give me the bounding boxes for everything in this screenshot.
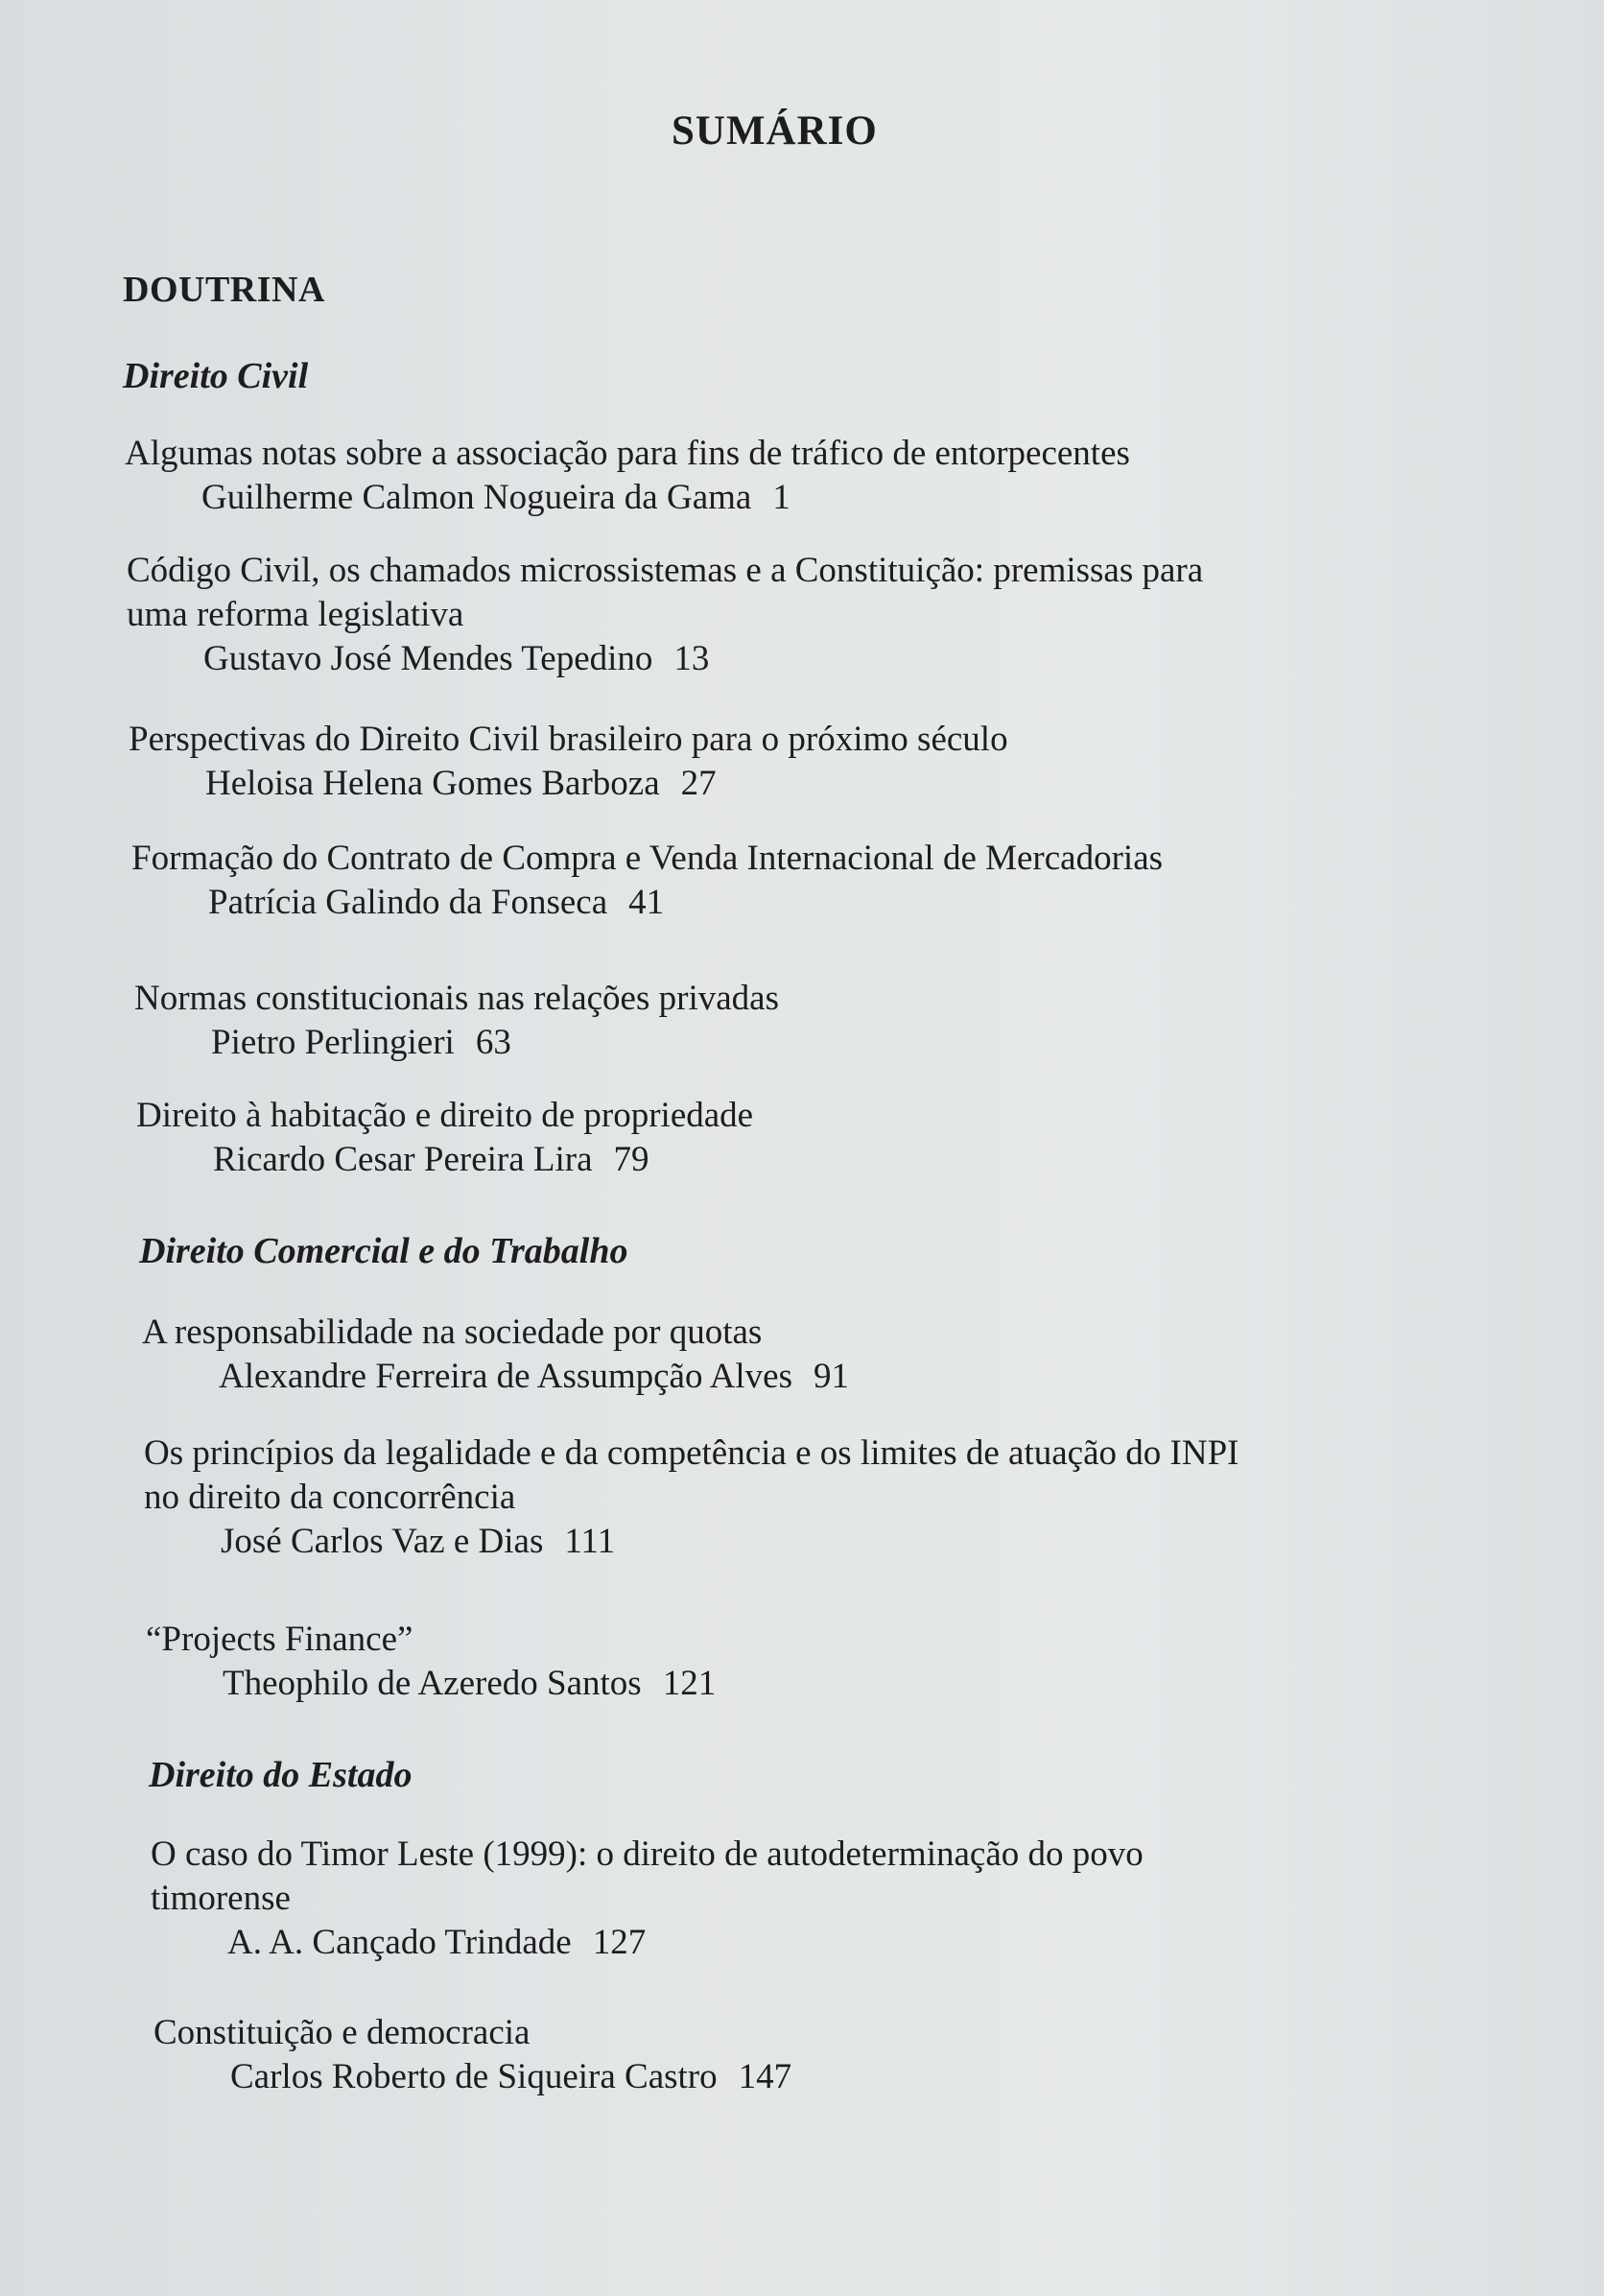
entry-page: 13: [673, 639, 710, 678]
entry-title: Formação do Contrato de Compra e Venda Internacional de Mercadorias: [131, 839, 1164, 878]
toc-entry: [144, 1432, 1238, 1564]
entry-page: 41: [628, 883, 665, 922]
entry-author-line: [144, 1520, 1238, 1564]
entry-page: 27: [680, 764, 717, 803]
entry-page: 91: [813, 1357, 849, 1396]
section-heading: DOUTRINA: [123, 270, 325, 310]
toc-entry: [153, 2011, 791, 2099]
entry-author-line: [131, 881, 1163, 925]
entry-title: Direito à habitação e direito de propriedade: [136, 1096, 754, 1135]
entry-title: “Projects Finance”: [146, 1620, 413, 1659]
entry-title: O caso do Timor Leste (1999): o direito de autodeterminação do povo: [151, 1834, 1144, 1874]
entry-author: Pietro Perlingieri: [211, 1023, 455, 1062]
entry-title: Normas constitucionais nas relações privadas: [134, 979, 779, 1018]
entry-title: Algumas notas sobre a associação para fins de tráfico de entorpecentes: [125, 434, 1130, 473]
entry-title: A responsabilidade na sociedade por quotas: [142, 1313, 763, 1352]
entry-page: 111: [564, 1522, 616, 1561]
toc-entry: [142, 1311, 849, 1399]
entry-page: 127: [592, 1923, 647, 1962]
entry-title: Os princípios da legalidade e da competência e os limites de atuação do INPI: [144, 1433, 1239, 1473]
entry-author-line: [127, 637, 1203, 681]
entry-author-line: [151, 1921, 1144, 1965]
entry-page: 147: [738, 2057, 792, 2096]
toc-entry: [125, 432, 1130, 520]
entry-author: Heloisa Helena Gomes Barboza: [205, 764, 660, 803]
entry-author: Gustavo José Mendes Tepedino: [203, 639, 653, 678]
entry-author-line: [136, 1138, 753, 1182]
entry-author: Guilherme Calmon Nogueira da Gama: [201, 478, 752, 517]
entry-author: Ricardo Cesar Pereira Lira: [213, 1140, 593, 1179]
toc-entry: [136, 1094, 753, 1182]
toc-entry: [146, 1618, 716, 1706]
entry-author: Carlos Roberto de Siqueira Castro: [230, 2057, 718, 2096]
entry-author-line: [142, 1355, 849, 1399]
entry-page: 79: [613, 1140, 649, 1179]
toc-entry: [151, 1833, 1144, 1965]
entry-author: Theophilo de Azeredo Santos: [223, 1664, 642, 1703]
entry-author-line: [125, 476, 1130, 520]
entry-title: no direito da concorrência: [144, 1478, 516, 1517]
group-heading: Direito Comercial e do Trabalho: [139, 1231, 628, 1271]
toc-entry: [127, 549, 1203, 681]
entry-author: A. A. Cançado Trindade: [227, 1923, 572, 1962]
entry-author-line: [134, 1021, 779, 1065]
entry-title: timorense: [151, 1879, 291, 1918]
toc-entry: [129, 718, 1008, 806]
entry-page: 121: [662, 1664, 717, 1703]
entry-author: José Carlos Vaz e Dias: [221, 1522, 544, 1561]
entry-author: Patrícia Galindo da Fonseca: [208, 883, 608, 922]
entry-title: Constituição e democracia: [153, 2013, 531, 2052]
entry-title: Perspectivas do Direito Civil brasileiro para o próximo século: [129, 720, 1008, 759]
group-heading: Direito do Estado: [149, 1755, 413, 1795]
entry-title: uma reforma legislativa: [127, 595, 464, 634]
toc-entry: [134, 977, 779, 1065]
group-heading: Direito Civil: [123, 356, 309, 396]
entry-author-line: [146, 1662, 716, 1706]
entry-author-line: [129, 762, 1008, 806]
entry-page: 63: [475, 1023, 511, 1062]
entry-page: 1: [772, 478, 790, 517]
toc-entry: [131, 837, 1163, 925]
entry-title: Código Civil, os chamados microssistemas e a Constituição: premissas para: [127, 551, 1204, 590]
entry-author: Alexandre Ferreira de Assumpção Alves: [219, 1357, 792, 1396]
entry-author-line: [153, 2055, 791, 2099]
page-title: SUMÁRIO: [672, 108, 878, 154]
